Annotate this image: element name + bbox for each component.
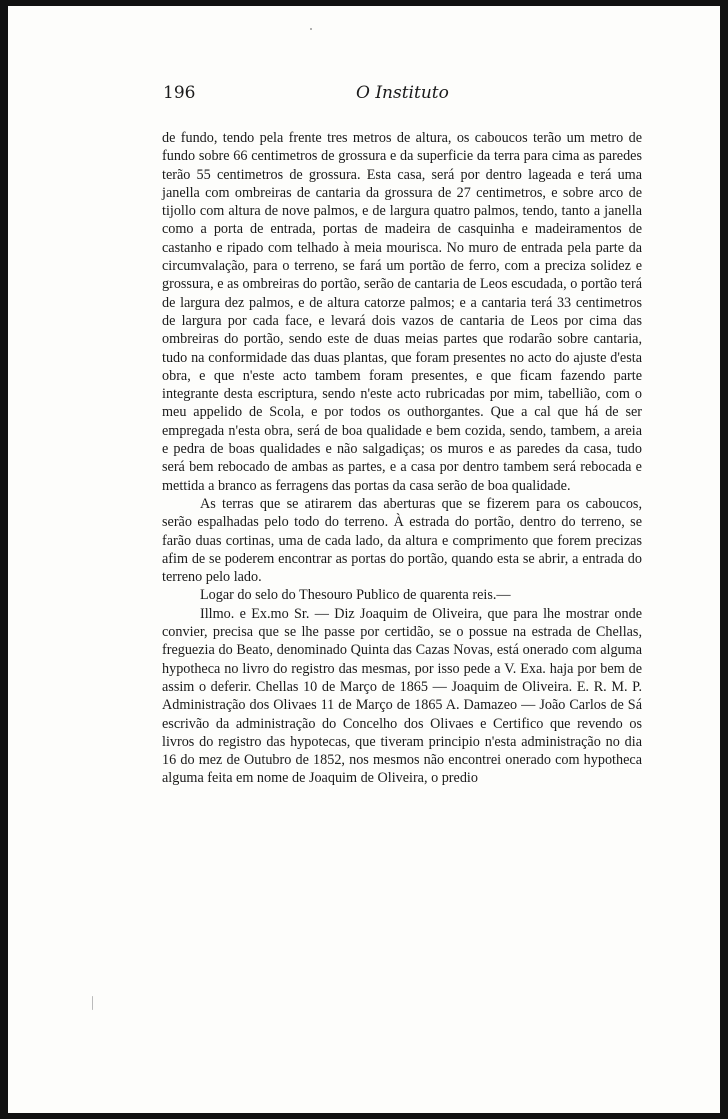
paper-speck (310, 28, 312, 30)
paragraph: de fundo, tendo pela frente tres metros de altura, os caboucos terão um metro de fundo sobre 66 centimetros de grossura e da superficie da terra para cima as paredes terão 55 centimetros de grossura. Esta casa, será por dentro lageada e terá uma janella com ombreiras de cantaria da grossura de 27 centimetros, e sobre arco de tijollo com altura de nove palmos, e de largura quatro palmos, tendo, tanto a janella como a porta de entrada, portas de madeira de casquinha e madeiramentos de castanho e ripado com telhado à meia mourisca. No muro de entrada pela parte da circumvalação, para o terreno, se fará um portão de ferro, com a preciza solidez e grossura, e as ombreiras do portão, serão de cantaria de Leos escudada, o portão terá de largura dez palmos, e de altura catorze palmos; e a cantaria terá 33 centimetros de largura por cada face, e levará dois vazos de cantaria de Leos por cima das ombreiras do portão, sendo este de duas meias partes que rodarão sobre cantaria, tudo na conformidade das duas plantas, que foram presentes no acto do ajuste d'esta obra, e que n'este acto tambem foram presentes, e que ficam fazendo parte integrante desta escriptura, sendo n'este acto rubricadas por mim, tabellião, com o meu appelido de Scola, e por todos os outhorgantes. Que a cal que há de ser empregada n'esta obra, será de boa qualidade e bem cozida, sendo, tambem, a areia e pedra de boas qualidades e não salgadiças; os muros e as paredes da casa, tudo será bem rebocado de ambas as partes, e a casa por dentro tambem será rebocada e mettida a branco as ferragens das portas da casa serão de boa qualidade. (162, 130, 642, 494)
page-header (163, 83, 643, 107)
paragraph: As terras que se atirarem das aberturas que se fizerem para os caboucos, serão espalhadas pelo todo do terreno. À estrada do portão, dentro do terreno, se farão duas cortinas, uma de cada lado, da altura e comprimento que forem precizas afim de se poderem encontrar as portas do portão, quando esta se abrir, a entrada do terreno pelo lado. (162, 495, 642, 586)
book-page (8, 6, 720, 1113)
paragraph: Logar do selo do Thesouro Publico de quarenta reis.— (200, 587, 511, 604)
page-number: 196 (163, 83, 196, 103)
paragraph: Illmo. e Ex.mo Sr. — Diz Joaquim de Oliveira, que para lhe mostrar onde convier, precisa que se lhe passe por certidão, se o possue na estrada de Chellas, freguezia do Beato, denominado Quinta das Cazas Novas, está onerado com alguma hypotheca no livro do registro das mesmas, por isso pede a V. Exa. haja por bem de assim o deferir. Chellas 10 de Março de 1865 — Joaquim de Oliveira. E. R. M. P. Administração dos Olivaes 11 de Março de 1865 A. Damazeo — João Carlos de Sá escrivão da administração do Concelho dos Olivaes e Certifico que revendo os livros do registro das hypotecas, que tiveram principio n'esta administração no dia 16 do mez de Outubro de 1852, nos mesmos não encontrei onerado com hypotheca alguma feita em nome de Joaquim de Oliveira, o predio (162, 605, 642, 787)
running-title: O Instituto (356, 83, 449, 103)
paper-speck (92, 996, 93, 1010)
body-text (162, 129, 642, 788)
